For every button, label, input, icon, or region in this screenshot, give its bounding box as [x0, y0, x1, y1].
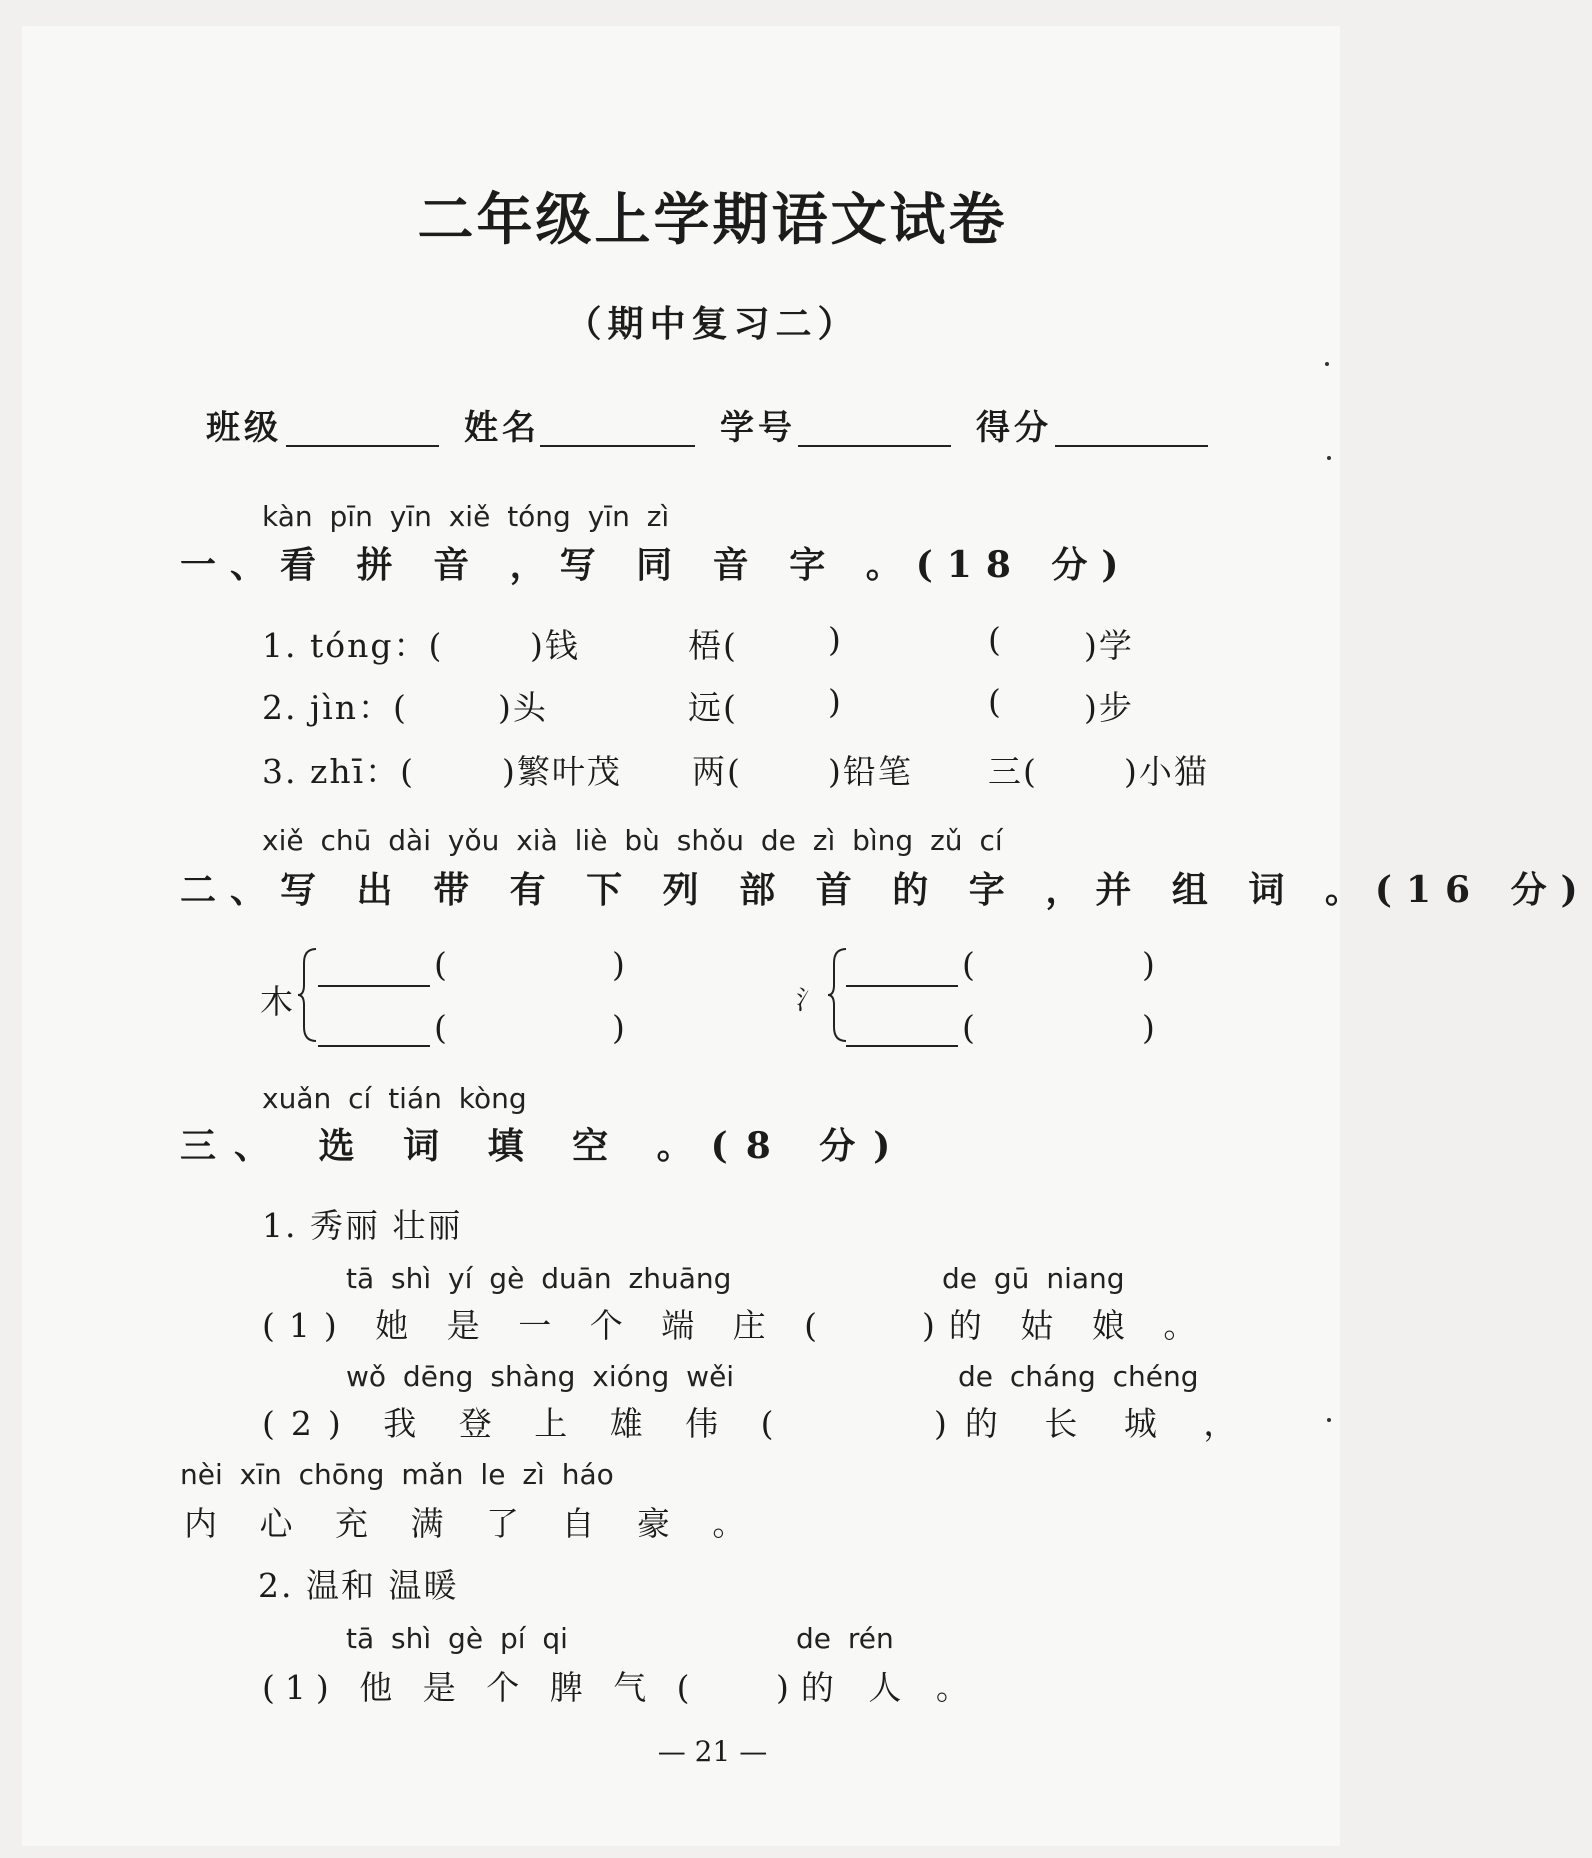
- s1-item2-b2: ): [828, 682, 843, 721]
- s3-g1-q1-a: (1) 她 是 一 个 端 庄 (: [262, 1306, 832, 1345]
- class-label: 班级: [206, 408, 282, 448]
- s3-g2-q1-pinyin-b: de rén: [796, 1622, 894, 1655]
- s1-item2-b: 远(: [688, 688, 738, 727]
- section3-heading: 三、 选 词 填 空 。(8 分): [180, 1125, 909, 1167]
- answer-line-shui-2[interactable]: [846, 1045, 958, 1047]
- s1-item2-a: )头: [498, 688, 548, 727]
- name-field[interactable]: [540, 445, 695, 447]
- answer-line-mu-1[interactable]: [318, 985, 430, 987]
- s1-item1-b: 梧(: [688, 626, 738, 665]
- paren-close: ): [612, 1008, 627, 1047]
- paren-open: (: [962, 945, 977, 984]
- section1-heading: 一、看 拼 音 ，写 同 音 字 。(18 分): [180, 544, 1133, 586]
- scan-speck: [1327, 456, 1331, 460]
- s3-g1-q2-cont-pinyin: nèi xīn chōng mǎn le zì háo: [180, 1458, 614, 1491]
- s3-group1-words: 1. 秀丽 壮丽: [262, 1206, 463, 1245]
- paren-open: (: [434, 945, 449, 984]
- answer-line-shui-1[interactable]: [846, 985, 958, 987]
- s1-item3-b: 两(: [692, 752, 742, 791]
- answer-line-mu-2[interactable]: [318, 1045, 430, 1047]
- s3-g1-q1-pinyin-b: de gū niang: [942, 1262, 1125, 1295]
- page-subtitle: （期中复习二）: [565, 303, 860, 345]
- paren-close: ): [1142, 1008, 1157, 1047]
- s3-g1-q2-pinyin-a: wǒ dēng shàng xióng wěi: [346, 1360, 735, 1393]
- section3-pinyin: xuǎn cí tián kòng: [262, 1082, 527, 1115]
- student-id-label: 学号: [720, 408, 796, 448]
- section2-heading: 二、写 出 带 有 下 列 部 首 的 字 ，并 组 词 。(16 分): [180, 869, 1592, 911]
- class-field[interactable]: [286, 445, 439, 447]
- score-field[interactable]: [1055, 445, 1208, 447]
- s1-item1-b2: ): [828, 620, 843, 659]
- s3-g1-q1-pinyin-a: tā shì yí gè duān zhuāng: [346, 1262, 732, 1295]
- brace-left-1: [296, 945, 320, 1045]
- s3-g2-q1-b: )的 人 。: [776, 1668, 981, 1707]
- section2-pinyin: xiě chū dài yǒu xià liè bù shǒu de zì bìng zǔ cí: [262, 824, 1003, 857]
- paren-open: (: [434, 1008, 449, 1047]
- s1-item1-label: 1. tóng：(: [262, 626, 444, 665]
- paren-close: ): [1142, 945, 1157, 984]
- section1-pinyin: kàn pīn yīn xiě tóng yīn zì: [262, 500, 670, 533]
- page-number: — 21 —: [657, 1735, 768, 1768]
- scan-speck: [1325, 362, 1329, 366]
- scan-speck: [1327, 1418, 1331, 1422]
- s1-item1-c: (: [988, 620, 1003, 659]
- s1-item3-label: 3. zhī：(: [262, 752, 416, 791]
- student-id-field[interactable]: [798, 445, 951, 447]
- score-label: 得分: [976, 408, 1052, 448]
- brace-left-2: [826, 945, 850, 1045]
- s1-item3-c: 三(: [988, 752, 1038, 791]
- s3-g1-q1-b: )的 姑 娘 。: [922, 1306, 1211, 1345]
- s1-item3-a: )繁叶茂: [502, 752, 622, 791]
- paren-open: (: [962, 1008, 977, 1047]
- paren-close: ): [612, 945, 627, 984]
- s3-g1-q2-pinyin-b: de cháng chéng: [958, 1360, 1199, 1393]
- s3-g1-q2-b: )的 长 城 ，: [934, 1404, 1255, 1443]
- s3-g2-q1-pinyin-a: tā shì gè pí qi: [346, 1622, 568, 1655]
- s3-g2-q1-a: (1) 他 是 个 脾 气 (: [262, 1668, 700, 1707]
- radical-mu: 木: [260, 982, 295, 1021]
- page-title: 二年级上学期语文试卷: [417, 187, 1008, 253]
- name-label: 姓名: [464, 408, 540, 448]
- s1-item2-c: (: [988, 682, 1003, 721]
- s1-item2-label: 2. jìn：(: [262, 688, 408, 727]
- s1-item3-b2: )铅笔: [828, 752, 913, 791]
- s3-g1-q2-cont: 内 心 充 满 了 自 豪 。: [184, 1504, 762, 1543]
- s1-item3-c2: )小猫: [1124, 752, 1209, 791]
- radical-shui: 氵: [796, 986, 825, 1016]
- s1-item1-c2: )学: [1084, 626, 1134, 665]
- s1-item1-a: )钱: [530, 626, 580, 665]
- s3-group2-words: 2. 温和 温暖: [258, 1566, 459, 1605]
- s3-g1-q2-a: (2) 我 登 上 雄 伟 (: [262, 1404, 790, 1443]
- s1-item2-c2: )步: [1084, 688, 1134, 727]
